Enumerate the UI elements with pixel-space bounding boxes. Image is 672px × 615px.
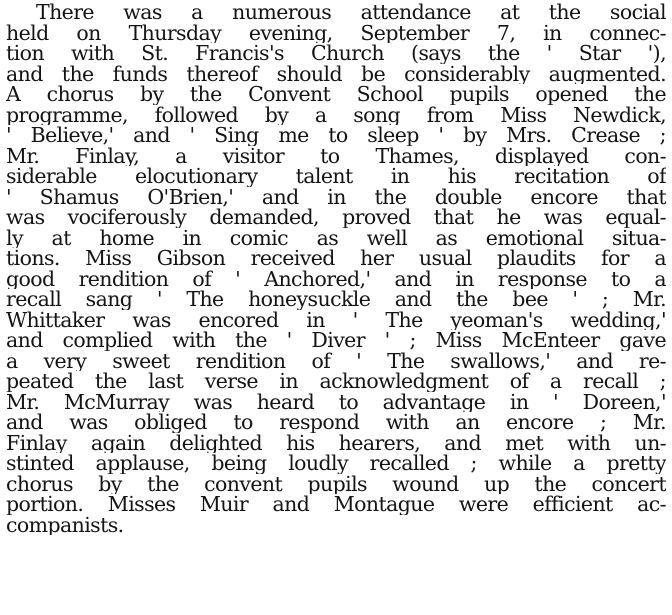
- article-line: tions. Miss Gibson received her usual plaudits for a: [6, 248, 666, 269]
- article-line: ' Shamus O'Brien,' and in the double encore that: [6, 186, 666, 207]
- article-line: a very sweet rendition of ' The swallows,' and re-: [6, 350, 666, 371]
- article-line: tion with St. Francis's Church (says the ' Star '),: [6, 43, 666, 64]
- article-line: siderable elocutionary talent in his recitation of: [6, 166, 666, 187]
- article-line: companists.: [6, 514, 124, 535]
- article-line: and was obliged to respond with an encore ; Mr.: [6, 412, 666, 433]
- article-line: stinted applause, being loudly recalled ; while a pretty: [6, 453, 666, 474]
- article-line: ' Believe,' and ' Sing me to sleep ' by Mrs. Crease ;: [6, 125, 666, 146]
- article-line: Whittaker was encored in ' The yeoman's wedding,': [6, 309, 666, 330]
- article-line: and complied with the ' Diver ' ; Miss McEnteer gave: [6, 330, 666, 351]
- article-line: peated the last verse in acknowledgment of a recall ;: [6, 371, 666, 392]
- article-line: Mr. Finlay, a visitor to Thames, displayed con-: [6, 145, 666, 166]
- article-line: Finlay again delighted his hearers, and met with un-: [6, 432, 666, 453]
- article-line: portion. Misses Muir and Montague were efficient ac-: [6, 494, 666, 515]
- article-line: and the funds thereof should be considerably augmented.: [6, 63, 666, 84]
- article-line: There was a numerous attendance at the social: [36, 2, 666, 23]
- article-line: held on Thursday evening, September 7, in connec-: [6, 22, 666, 43]
- article-line: good rendition of ' Anchored,' and in response to a: [6, 268, 666, 289]
- article-line: programme, followed by a song from Miss Newdick,: [6, 104, 666, 125]
- article-line: chorus by the convent pupils wound up the concert: [6, 473, 666, 494]
- article-line: ly at home in comic as well as emotional situa-: [6, 227, 666, 248]
- article-line: A chorus by the Convent School pupils opened the: [6, 84, 666, 105]
- article-line: recall sang ' The honeysuckle and the bee ' ; Mr.: [6, 289, 666, 310]
- article-line: was vociferously demanded, proved that he was equal-: [6, 207, 666, 228]
- article-line: Mr. McMurray was heard to advantage in ' Doreen,': [6, 391, 666, 412]
